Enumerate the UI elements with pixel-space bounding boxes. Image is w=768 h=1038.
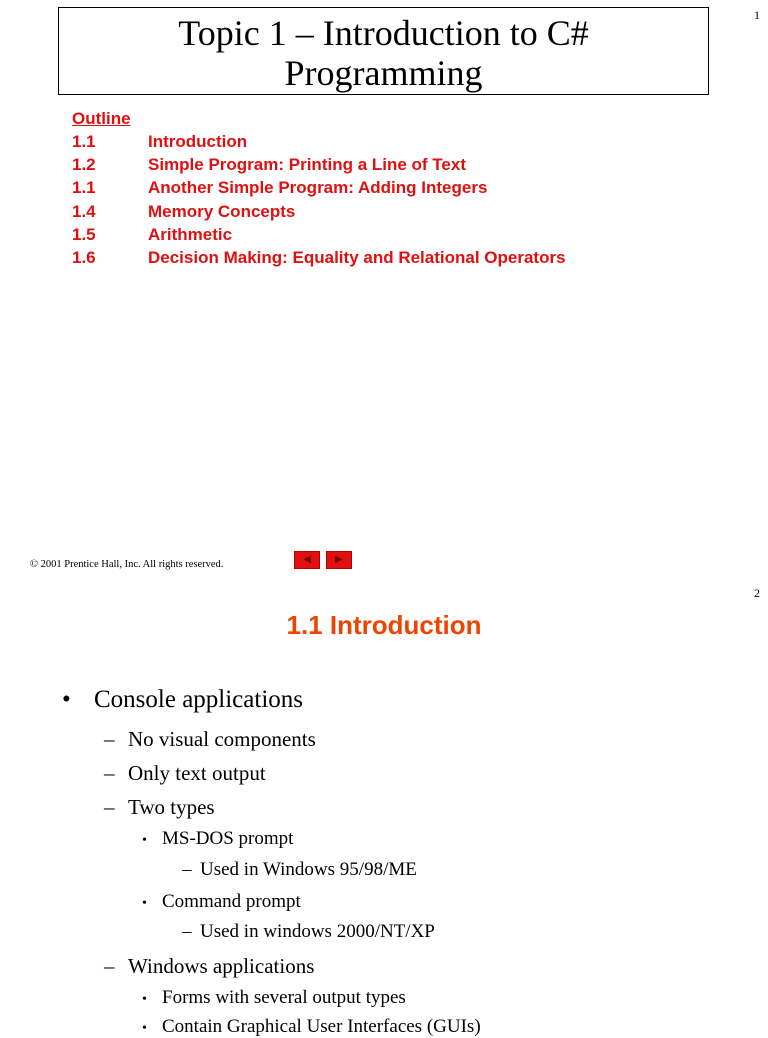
bullet-item [142, 1016, 481, 1038]
bullet-item [104, 761, 266, 786]
outline-item-number: 1.2 [72, 155, 96, 175]
dash-bullet-icon: – [182, 921, 192, 942]
page-number: 2 [754, 586, 760, 600]
bullet-text: Contain Graphical User Interfaces (GUIs) [162, 1016, 481, 1037]
bullet-dot-icon: • [142, 1021, 147, 1036]
dash-bullet-icon: – [104, 954, 115, 978]
outline-item[interactable] [72, 153, 566, 176]
bullet-dot-icon: • [142, 896, 147, 911]
dash-bullet-icon: – [104, 727, 115, 751]
outline-item-text: Memory Concepts [148, 201, 296, 221]
bullet-item [104, 795, 215, 820]
bullet-text: Windows applications [128, 954, 315, 978]
slide-title-line-2: Programming [284, 53, 483, 93]
previous-arrow-icon: ◀ [303, 554, 311, 565]
bullet-item [104, 727, 316, 752]
bullet-text: Forms with several output types [162, 987, 406, 1008]
outline [72, 108, 566, 269]
bullet-item [142, 828, 293, 850]
bullet-text: Command prompt [162, 891, 301, 912]
slide-title-line-1: Topic 1 – Introduction to C# [178, 13, 589, 53]
bullet-item [142, 891, 301, 913]
bullet-text: Console applications [94, 686, 303, 713]
outline-item[interactable] [72, 130, 566, 153]
outline-item-text: Decision Making: Equality and Relational Operators [148, 248, 566, 268]
dash-bullet-icon: – [104, 761, 115, 785]
slide-title-box [58, 7, 709, 95]
copyright-notice: © 2001 Prentice Hall, Inc. All rights reserved. [30, 559, 224, 570]
outline-item-number: 1.6 [72, 248, 96, 268]
outline-item-text: Another Simple Program: Adding Integers [148, 178, 488, 198]
bullet-text: MS-DOS prompt [162, 828, 294, 849]
slide-2 [0, 586, 768, 1037]
bullet-item [182, 859, 417, 881]
outline-item[interactable] [72, 200, 566, 223]
outline-item-number: 1.4 [72, 201, 96, 221]
outline-item-text: Introduction [148, 132, 248, 151]
outline-item-text: Simple Program: Printing a Line of Text [148, 155, 467, 175]
outline-item-number: 1.5 [72, 224, 96, 244]
outline-item[interactable] [72, 176, 566, 199]
page-number: 1 [754, 8, 760, 22]
outline-item-text: Arithmetic [148, 224, 233, 244]
dash-bullet-icon: – [182, 859, 192, 880]
bullet-text: Only text output [128, 761, 266, 785]
bullet-item [62, 686, 303, 714]
dash-bullet-icon: – [104, 795, 115, 819]
outline-item-number: 1.1 [72, 178, 96, 198]
bullet-text: Two types [128, 795, 215, 819]
next-slide-button[interactable] [326, 551, 352, 569]
next-arrow-icon: ▶ [335, 554, 343, 565]
bullet-item [142, 987, 406, 1009]
previous-slide-button[interactable] [294, 551, 320, 569]
bullet-text: No visual components [128, 727, 316, 751]
bullet-dot-icon: • [142, 833, 147, 848]
outline-heading: Outline [72, 109, 131, 128]
bullet-text: Used in windows 2000/NT/XP [200, 921, 435, 942]
slide-title: 1.1 Introduction [286, 610, 482, 640]
bullet-dot-icon: • [62, 686, 71, 713]
bullet-text: Used in Windows 95/98/ME [200, 859, 417, 880]
outline-item-number: 1.1 [72, 132, 96, 151]
bullet-item [182, 921, 435, 943]
outline-item[interactable] [72, 246, 566, 269]
bullet-item [104, 954, 314, 979]
bullet-dot-icon: • [142, 992, 147, 1007]
outline-item[interactable] [72, 223, 566, 246]
